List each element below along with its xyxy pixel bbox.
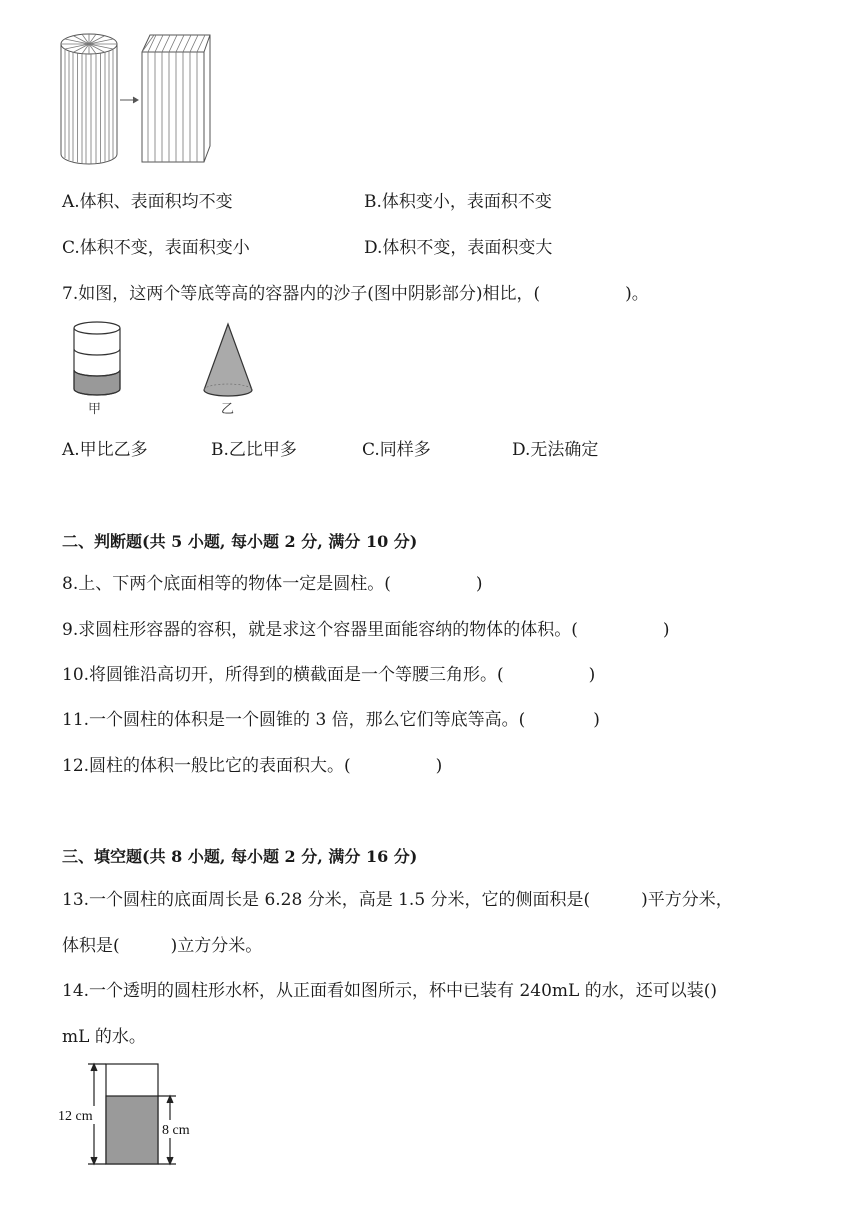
q7-text: 7.如图，这两个等底等高的容器内的沙子(图中阴影部分)相比，( )。 bbox=[62, 284, 649, 304]
q7-option-d: D.无法确定 bbox=[512, 440, 599, 460]
q6-option-c: C.体积不变，表面积变小 bbox=[62, 238, 250, 258]
cone-yi-figure bbox=[196, 318, 266, 418]
q7-option-b: B.乙比甲多 bbox=[211, 440, 297, 460]
container-jia-figure bbox=[68, 318, 128, 418]
q6-option-b: B.体积变小，表面积不变 bbox=[364, 192, 552, 212]
q6-option-d: D.体积不变，表面积变大 bbox=[364, 238, 553, 258]
question-11: 11.一个圆柱的体积是一个圆锥的 3 倍，那么它们等底等高。( ) bbox=[62, 710, 600, 730]
cylinder-to-cuboid-figure bbox=[58, 30, 218, 170]
question-8: 8.上、下两个底面相等的物体一定是圆柱。( ) bbox=[62, 574, 483, 594]
question-10: 10.将圆锥沿高切开，所得到的横截面是一个等腰三角形。( ) bbox=[62, 665, 596, 685]
question-14-line1: 14.一个透明的圆柱形水杯，从正面看如图所示，杯中已装有 240mL 的水，还可以装() bbox=[62, 981, 717, 1001]
q7-option-c: C.同样多 bbox=[362, 440, 431, 460]
q7-option-a: A.甲比乙多 bbox=[62, 440, 148, 460]
question-9: 9.求圆柱形容器的容积，就是求这个容器里面能容纳的物体的体积。( ) bbox=[62, 620, 670, 640]
question-13-line2: 体积是( )立方分米。 bbox=[62, 936, 263, 956]
cup-total-height-label: 12 cm bbox=[58, 1109, 93, 1124]
question-13-line1: 13.一个圆柱的底面周长是 6.28 分米，高是 1.5 分米，它的侧面积是( )平方分米， bbox=[62, 890, 733, 910]
section2-title: 二、判断题(共 5 小题, 每小题 2 分, 满分 10 分) bbox=[62, 532, 418, 551]
section3-title: 三、填空题(共 8 小题, 每小题 2 分, 满分 16 分) bbox=[62, 847, 418, 866]
label-jia: 甲 bbox=[88, 401, 102, 416]
water-cup-figure bbox=[56, 1060, 216, 1170]
question-12: 12.圆柱的体积一般比它的表面积大。( ) bbox=[62, 756, 443, 776]
question-14-line2: mL 的水。 bbox=[62, 1027, 146, 1047]
label-yi: 乙 bbox=[221, 401, 235, 416]
q6-option-a: A.体积、表面积均不变 bbox=[62, 192, 233, 212]
cup-water-height-label: 8 cm bbox=[162, 1123, 190, 1138]
